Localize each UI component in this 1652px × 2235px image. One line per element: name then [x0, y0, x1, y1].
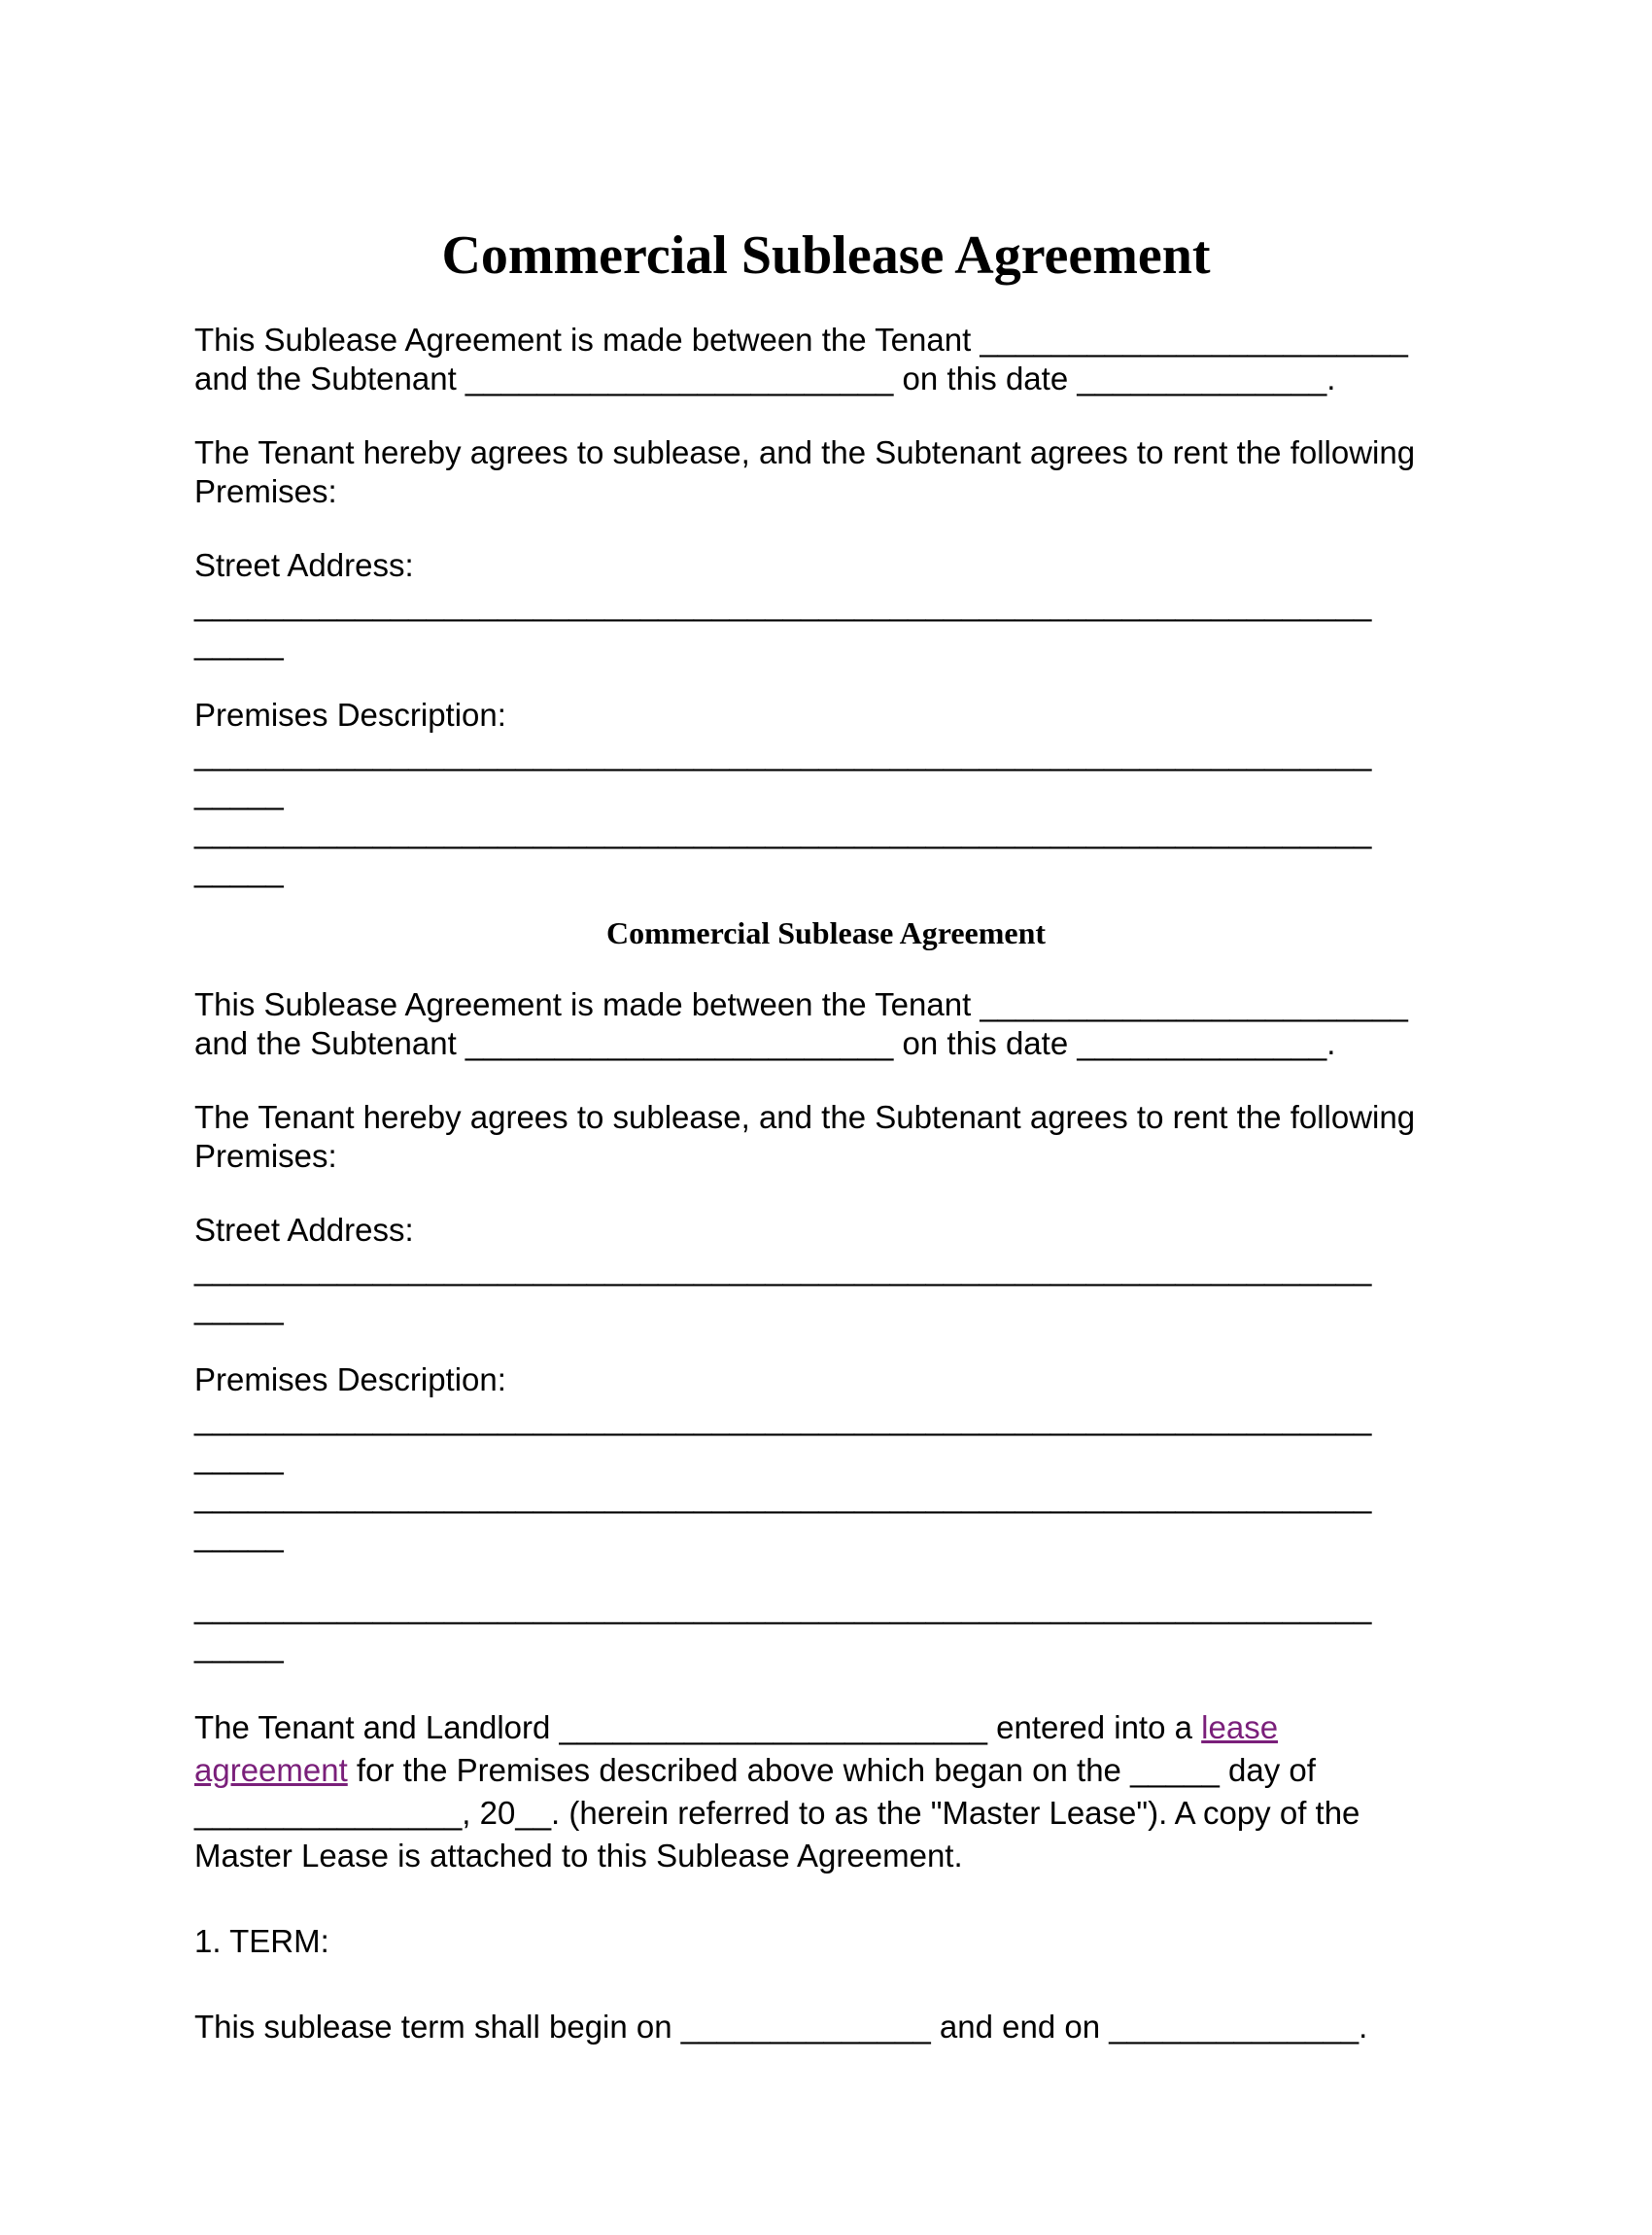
premises-description-blank: __________________________________________________________________	[194, 1589, 1372, 1625]
street-address-label: Street Address:	[194, 547, 414, 583]
master-lease-text: The Tenant and Landlord ________________________ entered into a	[194, 1709, 1202, 1745]
street-address-blank-continued: _____	[194, 625, 284, 661]
premises-line-1: The Tenant hereby agrees to sublease, and the Subtenant agrees to rent the following	[194, 1099, 1416, 1135]
intro-line-2: and the Subtenant ________________________ on this date ______________.	[194, 361, 1336, 396]
premises-line-2: Premises:	[194, 473, 337, 509]
lease-agreement-link[interactable]: agreement	[194, 1752, 348, 1788]
street-address-blank-continued: _____	[194, 1289, 284, 1325]
street-address-blank: __________________________________________________________________	[194, 586, 1372, 622]
premises-line-2: Premises:	[194, 1138, 337, 1174]
intro-line-1: This Sublease Agreement is made between the Tenant ________________________	[194, 986, 1408, 1022]
premises-description-blank-continued: _____	[194, 852, 284, 888]
premises-description-blank-continued: _____	[194, 774, 284, 810]
intro-line-1: This Sublease Agreement is made between the Tenant ________________________	[194, 322, 1408, 358]
term-heading: 1. TERM:	[194, 1923, 329, 1959]
premises-description-blank-continued: _____	[194, 1439, 284, 1475]
master-lease-text: for the Premises described above which began on the _____ day of	[347, 1752, 1316, 1788]
term-text: This sublease term shall begin on ______________ and end on ______________.	[194, 2009, 1368, 2045]
street-address-blank: __________________________________________________________________	[194, 1251, 1372, 1287]
document-subtitle: Commercial Sublease Agreement	[605, 915, 1047, 950]
document-title: Commercial Sublease Agreement	[441, 225, 1211, 286]
master-lease-line-2	[194, 1751, 1316, 1790]
master-lease-line-4: Master Lease is attached to this Sublease Agreement.	[194, 1838, 963, 1874]
premises-line-1: The Tenant hereby agrees to sublease, and the Subtenant agrees to rent the following	[194, 434, 1416, 470]
premises-description-blank: __________________________________________________________________	[194, 736, 1372, 772]
master-lease-line-3: _______________, 20__. (herein referred to as the "Master Lease"). A copy of the	[194, 1795, 1360, 1831]
premises-description-blank: __________________________________________________________________	[194, 813, 1372, 849]
lease-agreement-link[interactable]: lease	[1201, 1709, 1279, 1745]
master-lease-line-1	[194, 1708, 1278, 1747]
premises-description-blank: __________________________________________________________________	[194, 1478, 1372, 1514]
intro-line-2: and the Subtenant ________________________ on this date ______________.	[194, 1025, 1336, 1061]
street-address-label: Street Address:	[194, 1212, 414, 1248]
premises-description-blank-continued: _____	[194, 1517, 284, 1553]
premises-description-blank: __________________________________________________________________	[194, 1400, 1372, 1436]
premises-description-label: Premises Description:	[194, 697, 506, 733]
premises-description-blank-continued: _____	[194, 1628, 284, 1664]
premises-description-label: Premises Description:	[194, 1361, 506, 1397]
